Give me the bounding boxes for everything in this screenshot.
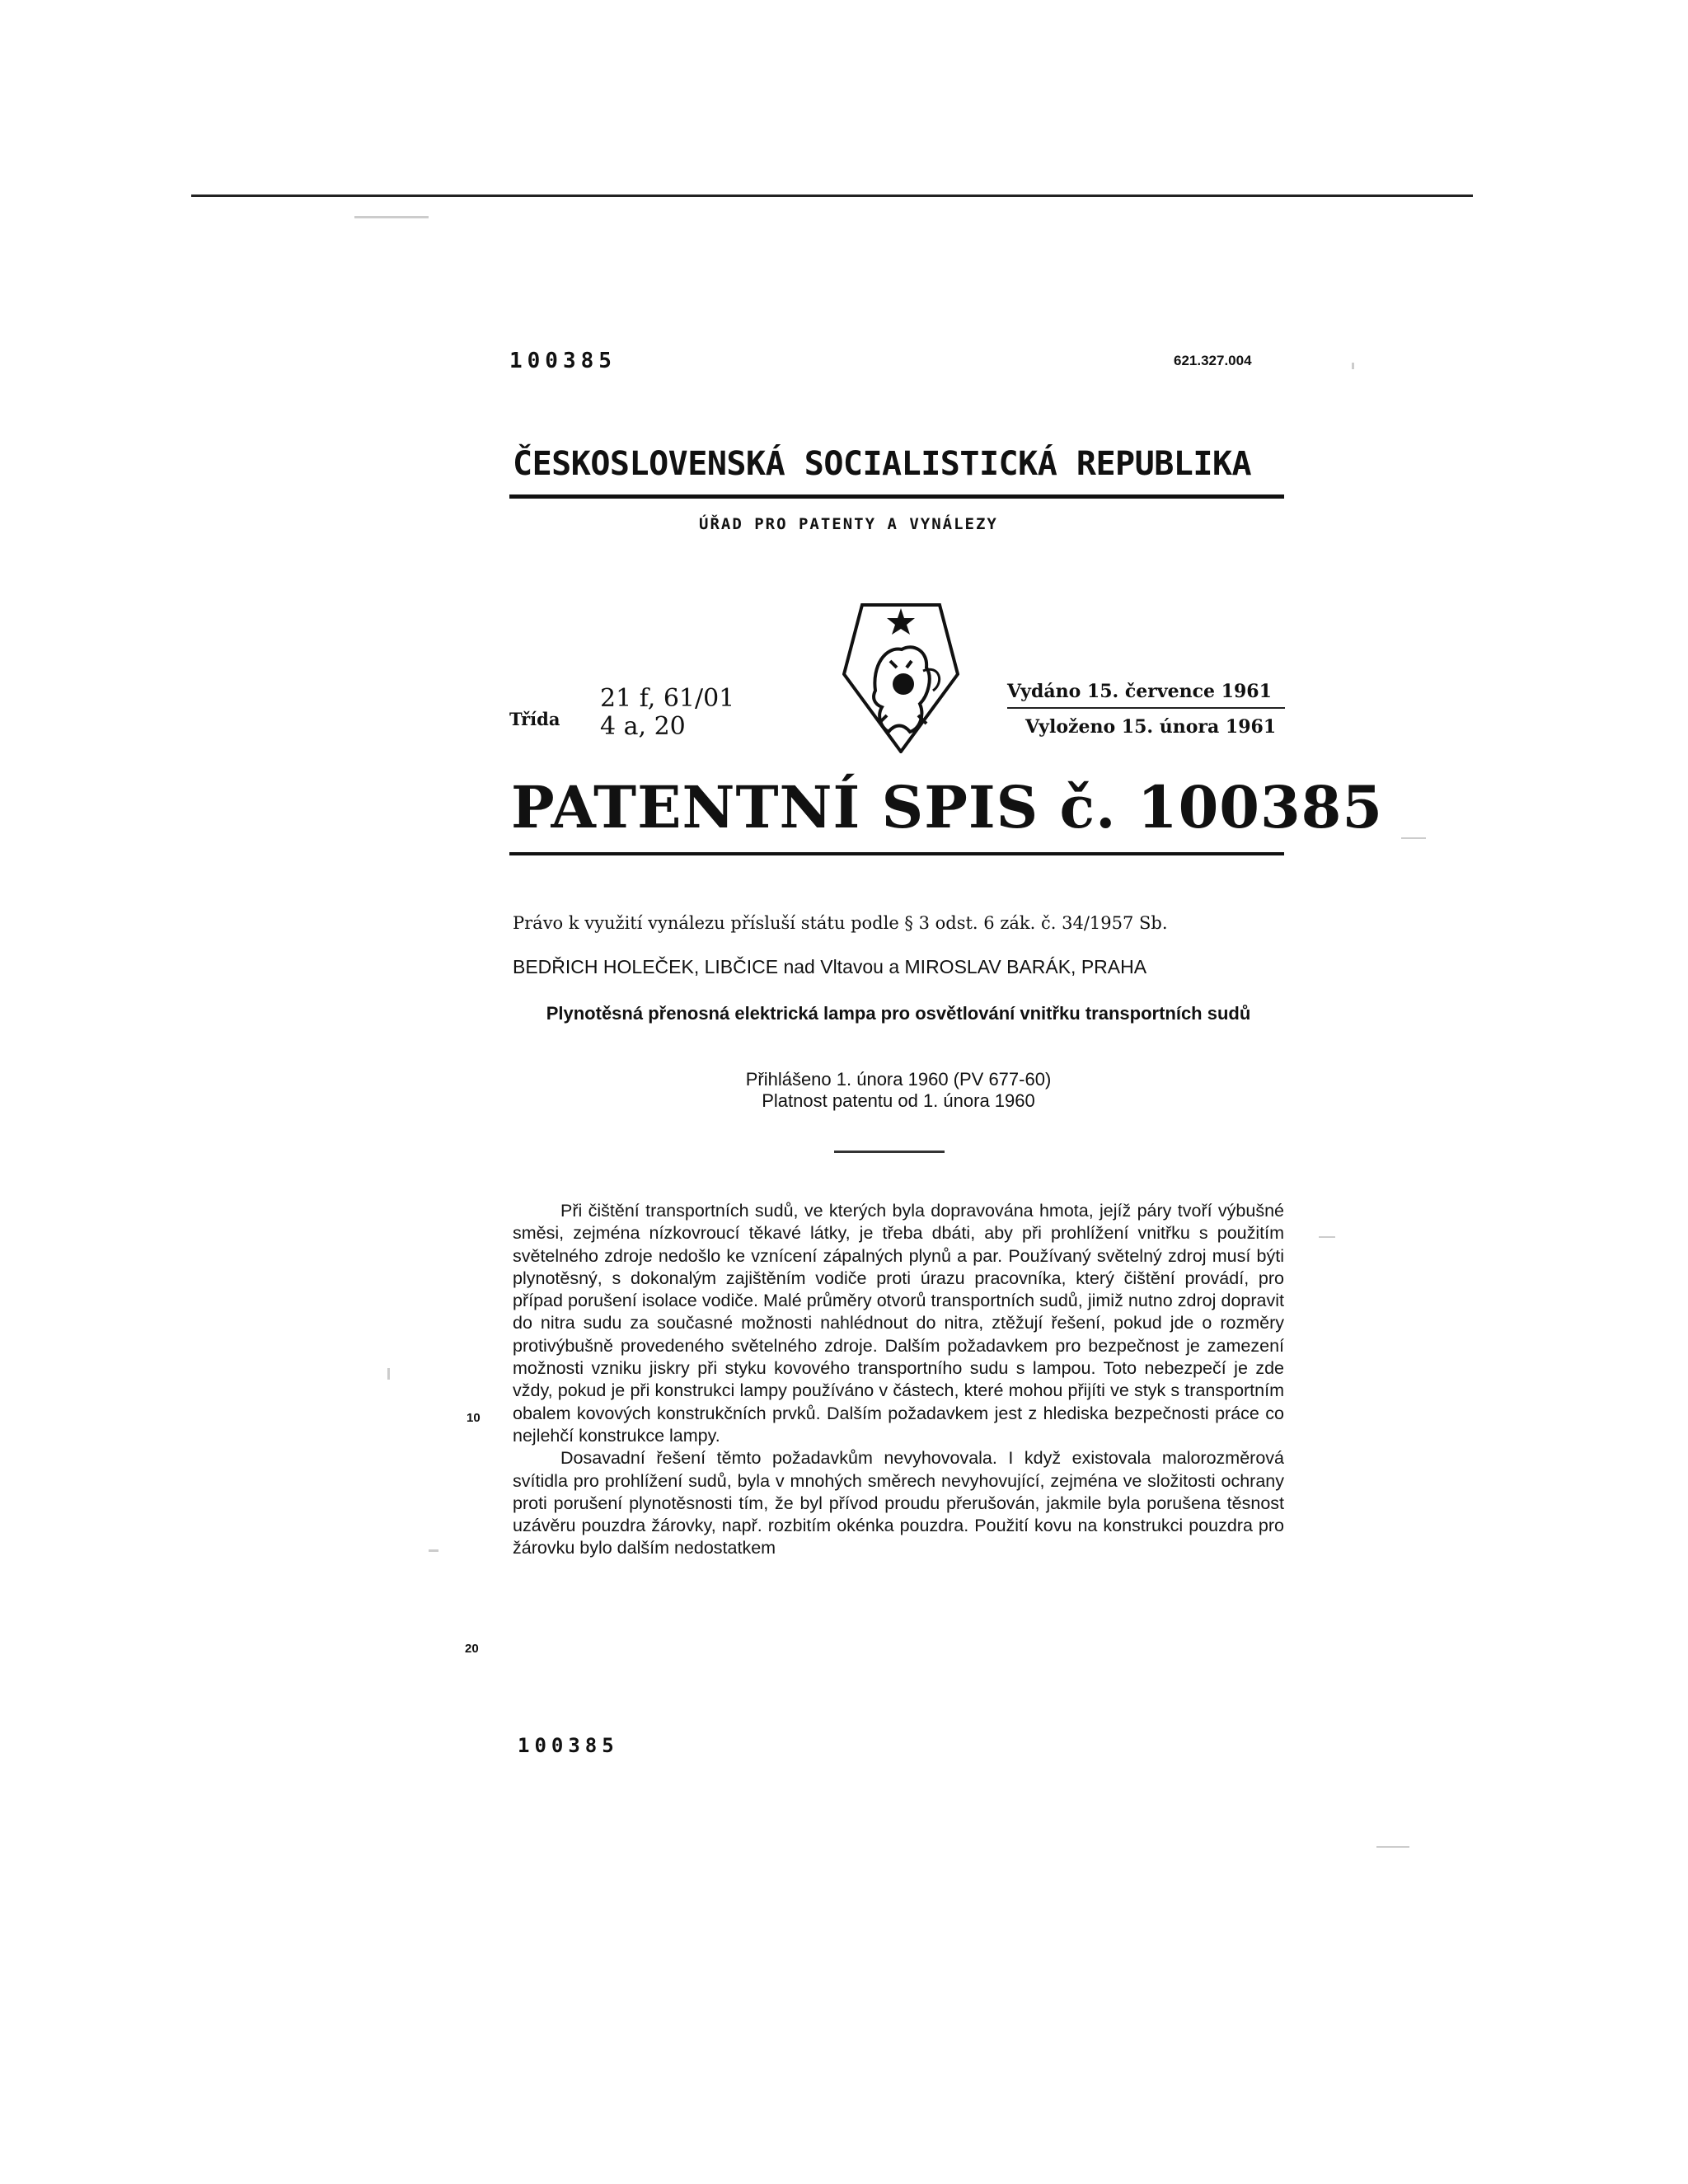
section-divider — [834, 1151, 945, 1153]
body-paragraph: Dosavadní řešení těmto požadavkům nevyhovovala. I když existovala malorozměrová svítidla pro prohlížení sudů, byla v mnohých směrech nevyhovující, zejména ve složitosti ochrany proti porušení plynotěsnosti tím, že byl přívod proudu přerušován, jakmile byla porušena těsnost uzávěru pouzdra žárovky, např. rozbitím okénka pouzdra. Použití kovu na konstrukci pouzdra pro žárovku bylo dalším nedostatkem — [513, 1448, 1284, 1558]
line-number: 10 — [467, 1411, 481, 1425]
document-number-top: 100385 — [509, 349, 617, 373]
class-label: Třída — [509, 709, 560, 729]
date-rule — [1007, 707, 1285, 709]
inventors: BEDŘICH HOLEČEK, LIBČICE nad Vltavou a MIROSLAV BARÁK, PRAHA — [513, 956, 1147, 977]
rights-statement: Právo k využití vynálezu přísluší státu podle § 3 odst. 6 zák. č. 34/1957 Sb. — [513, 913, 1168, 933]
issue-date: Vydáno 15. července 1961 — [1007, 681, 1272, 702]
scan-speck — [387, 1368, 390, 1380]
scan-speck — [1319, 1236, 1335, 1238]
patent-class-line-1: 21 f, 61/01 — [600, 684, 735, 713]
scan-speck — [1401, 837, 1426, 839]
document-number-bottom: 100385 — [518, 1734, 619, 1757]
czechoslovak-state-emblem-icon — [842, 592, 959, 753]
country-rule — [509, 494, 1284, 499]
patent-title: PATENTNÍ SPIS č. 100385 — [511, 773, 1384, 841]
patent-office-name: ÚŘAD PRO PATENTY A VYNÁLEZY — [699, 515, 998, 533]
udc-classification-code: 621.327.004 — [1174, 353, 1252, 368]
scan-speck — [429, 1549, 438, 1552]
scan-speck — [1376, 1846, 1409, 1848]
scan-speck — [1352, 363, 1354, 369]
filing-info — [513, 1069, 1284, 1112]
filing-date: Přihlášeno 1. února 1960 (PV 677-60) — [745, 1069, 1052, 1090]
laid-open-date: Vyloženo 15. února 1961 — [1025, 716, 1277, 738]
line-number: 20 — [465, 1642, 479, 1656]
scan-speck — [354, 216, 429, 218]
patent-class-line-2: 4 a, 20 — [600, 712, 686, 741]
patent-body — [513, 1200, 1284, 1560]
patent-validity: Platnost patentu od 1. února 1960 — [762, 1090, 1035, 1111]
body-paragraph: Při čištění transportních sudů, ve kterých byla dopravována hmota, jejíž páry tvoří výbušné směsi, zejména nízkovroucí těkavé látky, je třeba dbáti, aby při prohlížení vnitřku s použitím světelného zdroje nedošlo ke vznícení zápalných plynů a par. Používaný světelný zdroj musí býti plynotěsný, s dokonalým zajištěním vodiče proti úrazu pracovníka, který čištění provádí, pro případ porušení isolace vodiče. Malé průměry otvorů transportních sudů, jimiž nutno zdroj dopravit do nitra sudu za současné možnosti nahlédnout do nitra, ztěžují řešení, pokud jde o rozměry protivýbušně provedeného světelného zdroje. Dalším požadavkem pro bezpečnost je zamezení možnosti vzniku jiskry při styku kovového transportního sudu s lampou. Toto nebezpečí je zde vždy, pokud je při konstrukci lampy používáno v částech, které mohou přijíti ve styk s transportním obalem kovových konstrukčních prvků. Dalším požadavkem jest z hlediska bezpečnosti práce co nejlehčí konstrukce lampy. — [513, 1201, 1284, 1446]
top-rule — [191, 194, 1473, 197]
country-name: ČESKOSLOVENSKÁ SOCIALISTICKÁ REPUBLIKA — [513, 445, 1252, 483]
invention-title: Plynotěsná přenosná elektrická lampa pro osvětlování vnitřku transportních sudů — [546, 1003, 1251, 1024]
title-rule — [509, 852, 1284, 855]
